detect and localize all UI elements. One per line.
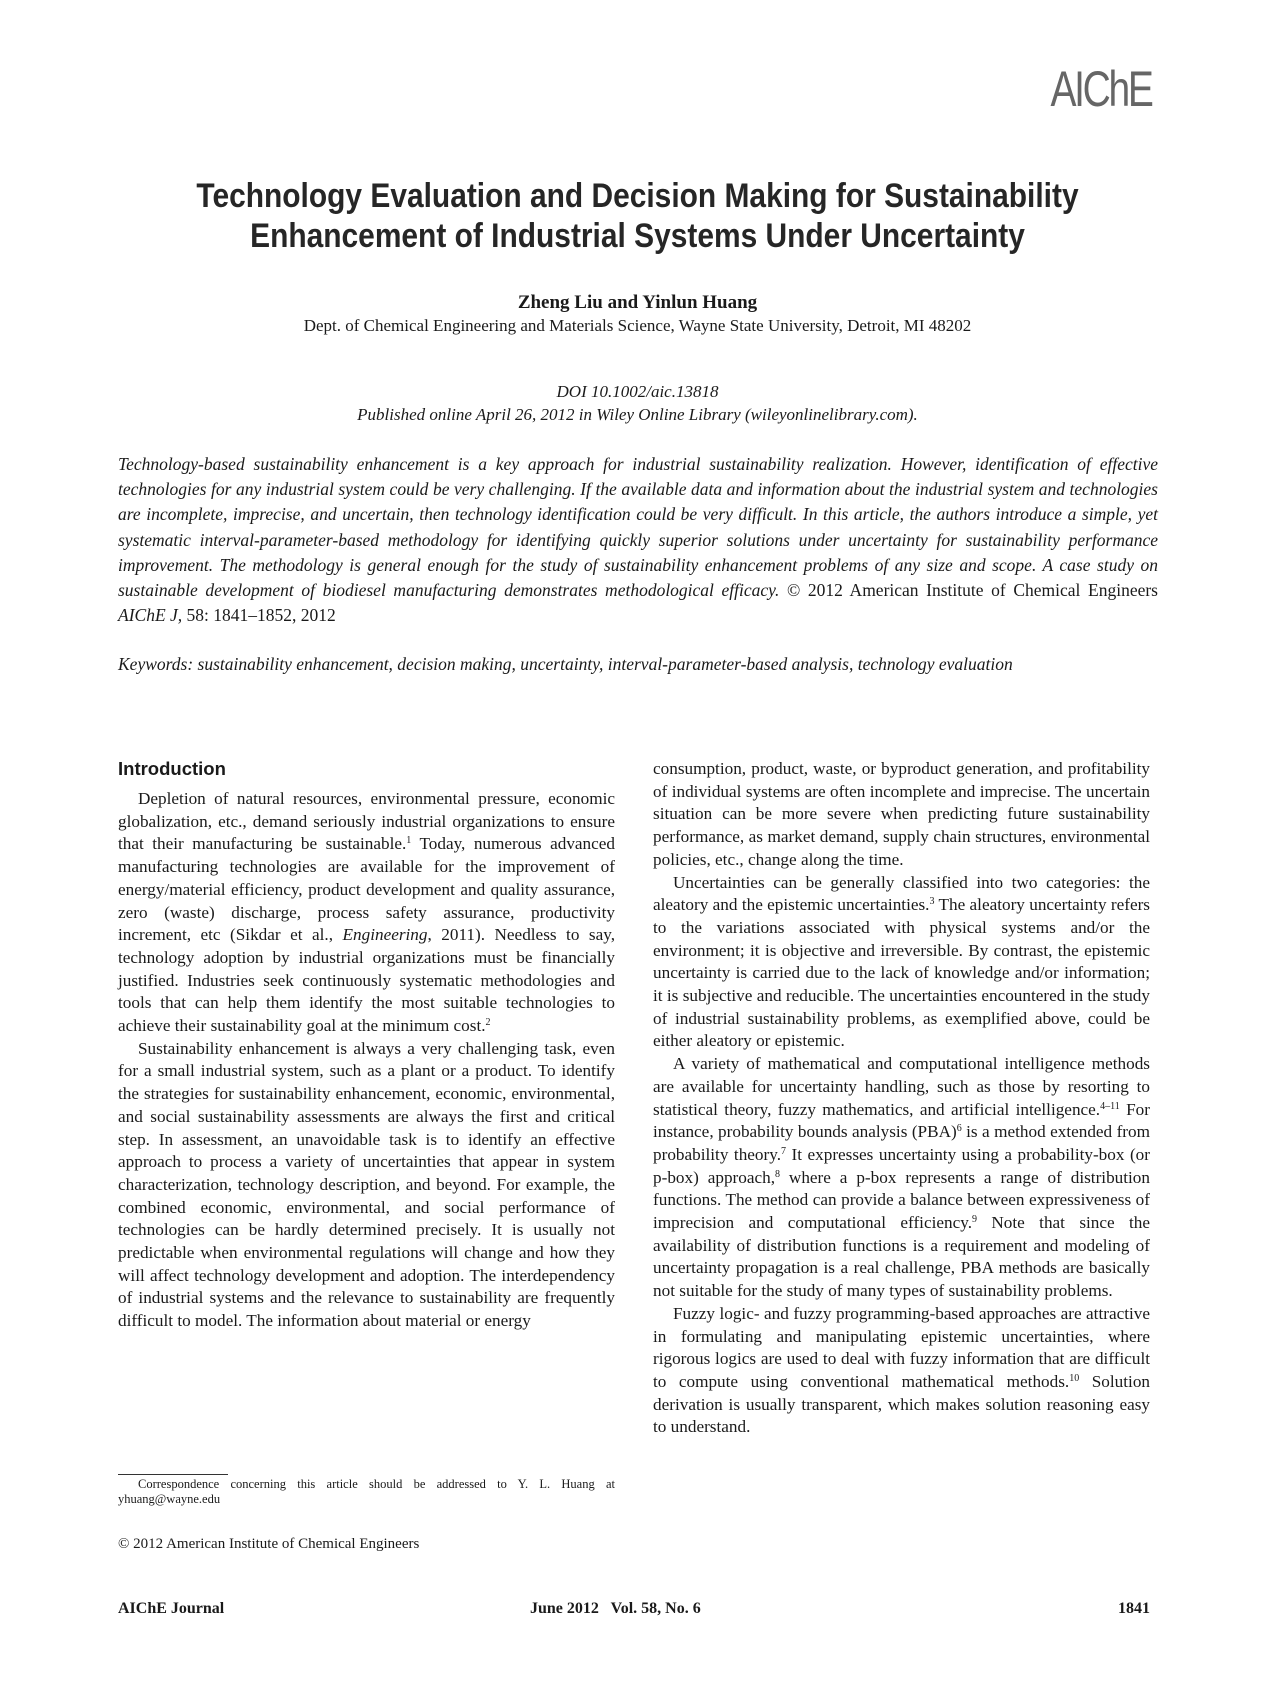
abstract-body: Technology-based sustainability enhancement is a key approach for industrial sustainability realization. However, identification of effective technologies for any industrial system could be very challenging. If the available data and information about the industrial system and technologies are incomplete, imprecise, and uncertain, then technology identification could be very difficult. In this article, the authors introduce a simple, yet systematic interval-parameter-based methodology for identifying quickly superior solutions under uncertainty for sustainability performance improvement. The methodology is general enough for the study of sustainability enhancement problems of any size and scope. A case study on sustainable development of biodiesel manufacturing demonstrates methodological efficacy. — [118, 454, 1158, 601]
text-run: Today, numerous advanced manufacturing technologies are available for the improvement of energy/material efficiency, product development and quality assurance, zero (waste) discharge, process safety assurance, productivity increment, etc (Sikdar et al., — [118, 834, 615, 945]
text-run: The aleatory uncertainty refers to the variations associated with physical systems and/or the environment; it is objective and irreversible. By contrast, the epistemic uncertainty is carried due to the lack of knowledge and/or information; it is subjective and reducible. The uncertainties encountered in the study of industrial sustainability problems, as exemplified above, could be either aleatory or epistemic. — [653, 895, 1150, 1051]
text-run: For instance, probability bounds analysis (PBA) — [653, 1099, 1150, 1142]
text-run: A variety of mathematical and computational intelligence methods are available for uncertainty handling, such as those by resorting to statistical theory, fuzzy mathematics, and artificial intelligence. — [653, 1054, 1150, 1119]
right-paragraph-3 — [653, 1053, 1150, 1303]
abstract-copyright: © 2012 American Institute of Chemical Engineers — [786, 580, 1158, 601]
title-line-2: Enhancement of Industrial Systems Under Uncertainty — [250, 217, 1025, 255]
text-run: Fuzzy logic- and fuzzy programming-based approaches are attractive in formulating and manipulating epistemic uncertainties, where rigorous logics are used to deal with fuzzy information that are difficult to compute using conventional mathematical methods. — [653, 1303, 1150, 1391]
affiliation: Dept. of Chemical Engineering and Materials Science, Wayne State University, Detroit, MI 48202 — [303, 316, 972, 335]
citation-ref: 1 — [406, 835, 412, 847]
citation-ref: 6 — [956, 1123, 962, 1135]
citation-ref: 10 — [1069, 1372, 1080, 1384]
citation-ref: 8 — [775, 1168, 781, 1180]
abstract-journal: AIChE J, — [118, 605, 183, 626]
text-run: , 2011). Needless to say, technology adoption by industrial organizations must be financially justified. Industries seek continuously systematic methodologies and tools that can help them identify the most suitable technologies to achieve their sustainability goal at the minimum cost. — [118, 925, 616, 1036]
citation-ref: 9 — [972, 1214, 977, 1226]
footer-journal: AIChE Journal — [118, 1600, 225, 1617]
article-title — [100, 176, 1175, 256]
text-run: Solution derivation is usually transparent, which makes solution reasoning easy to understand. — [653, 1371, 1151, 1437]
citation-ref: 3 — [929, 896, 935, 908]
right-paragraph-2 — [653, 872, 1150, 1054]
doi: DOI 10.1002/aic.13818 — [556, 382, 719, 401]
published-line: Published online April 26, 2012 in Wiley Online Library (wileyonlinelibrary.com). — [357, 405, 918, 424]
intro-paragraph-1 — [118, 788, 615, 1038]
publication-info — [100, 380, 1175, 426]
keywords: Keywords: sustainability enhancement, decision making, uncertainty, interval-parameter-based analysis, technology evaluation — [118, 654, 1013, 674]
text-run: Depletion of natural resources, environmental pressure, economic globalization, etc., demand seriously industrial organizations to ensure that their manufacturing be sustainable. — [118, 789, 615, 854]
citation-ref: 4–11 — [1100, 1100, 1120, 1112]
footnote-rule — [118, 1474, 228, 1475]
footer-issue: June 2012 Vol. 58, No. 6 — [530, 1600, 701, 1617]
left-column — [118, 758, 615, 1333]
abstract-citation: 58: 1841–1852, 2012 — [186, 605, 336, 626]
correspondence-footnote: Correspondence concerning this article should be addressed to Y. L. Huang at yhuang@wayne.edu — [118, 1477, 615, 1506]
text-run: Uncertainties can be generally classified into two categories: the aleatory and the epistemic uncertainties. — [653, 872, 1150, 915]
section-heading-introduction: Introduction — [118, 758, 226, 779]
abstract — [118, 452, 1158, 628]
text-run: is a method extended from probability theory. — [653, 1122, 1150, 1164]
right-paragraph-1: consumption, product, waste, or byproduct generation, and profitability of individual systems are often incomplete and imprecise. The uncertain situation can be more severe when predicting future sustainability performance, as market demand, supply chain structures, environmental policies, etc., change along the time. — [653, 759, 1150, 869]
text-run: Engineering — [342, 925, 428, 945]
right-column — [653, 758, 1150, 1439]
copyright-notice: © 2012 American Institute of Chemical Engineers — [118, 1536, 420, 1552]
right-paragraph-4 — [653, 1303, 1150, 1439]
text-run: It expresses uncertainty using a probability-box (or p-box) approach, — [653, 1144, 1151, 1187]
citation-ref: 2 — [485, 1017, 491, 1029]
text-run: where a p-box represents a range of distribution functions. The method can provide a balance between expressiveness of imprecision and computational efficiency. — [653, 1167, 1150, 1233]
authors: Zheng Liu and Yinlun Huang — [517, 292, 758, 313]
intro-paragraph-2: Sustainability enhancement is always a very challenging task, even for a small industrial system, such as a plant or a product. To identify the strategies for sustainability enhancement, economic, environmental, and social sustainability assessments are always the first and critical step. In assessment, an unavoidable task is to identify an effective approach to process a variety of uncertainties that appear in system characterization, technology description, and beyond. For example, the combined economic, environmental, and social performance of technologies can be hardly determined precisely. It is usually not predictable when environmental regulations will change and how they will affect technology development and adoption. The interdependency of industrial systems and the relevance to sustainability are frequently difficult to model. The information about material or energy — [118, 1038, 615, 1331]
citation-ref: 7 — [781, 1145, 787, 1157]
aiche-logo: AIChE — [1050, 61, 1152, 117]
text-run: Note that since the availability of distribution functions is a requirement and modeling of uncertainty propagation is a real challenge, PBA methods are basically not suitable for the study of many types of sustainability problems. — [653, 1213, 1151, 1301]
title-line-1: Technology Evaluation and Decision Making for Sustainability — [196, 177, 1079, 215]
footer-page-number: 1841 — [1118, 1600, 1150, 1617]
